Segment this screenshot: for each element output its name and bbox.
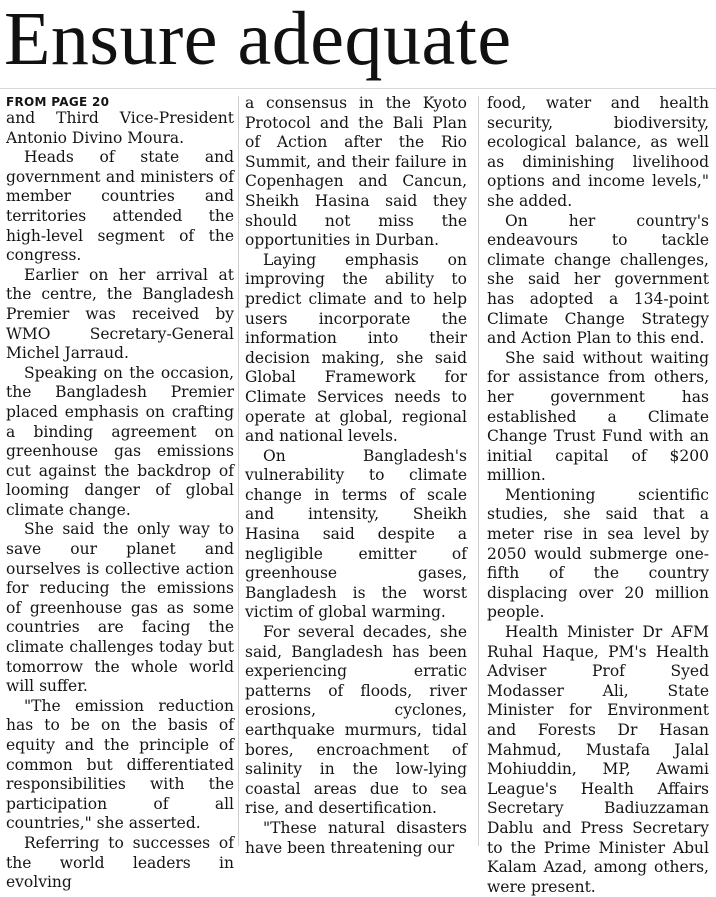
article-column-1 — [6, 94, 234, 893]
paragraph: She said the only way to save our planet and ourselves is collective action for reducing the emissions of greenhouse gas as some countries are facing the climate challenges today but tomorrow the whole world will suffer. — [6, 520, 234, 696]
paragraph: and Third Vice-President Antonio Divino Moura. — [6, 109, 234, 147]
paragraph: a consensus in the Kyoto Protocol and the Bali Plan of Action after the Rio Summit, and their failure in Copenhagen and Cancun, Sheikh Hasina said they should not miss the opportunities in Durban. — [245, 94, 467, 250]
paragraph: Earlier on her arrival at the centre, the Bangladesh Premier was received by WMO Secretary-General Michel Jarraud. — [6, 265, 234, 363]
paragraph: On her country's endeavours to tackle climate change challenges, she said her government has adopted a 134-point Climate Change Strategy and Action Plan to this end. — [487, 211, 709, 348]
article-column-3 — [487, 94, 709, 897]
paragraph: She said without waiting for assistance from others, her government has established a Climate Change Trust Fund with an initial capital of $200 million. — [487, 348, 709, 485]
paragraph: On Bangladesh's vulnerability to climate change in terms of scale and intensity, Sheikh Hasina said despite a negligible emitter of greenhouse gases, Bangladesh is the worst victim of global warming. — [245, 446, 467, 622]
paragraph: Referring to successes of the world leaders in evolving — [6, 833, 234, 892]
jump-label: FROM PAGE 20 — [6, 95, 110, 109]
paragraph: food, water and health security, biodiversity, ecological balance, as well as diminishing livelihood options and income levels," she added. — [487, 94, 709, 210]
paragraph: Laying emphasis on improving the ability to predict climate and to help users incorporate the information into their decision making, she said Global Framework for Climate Services needs to operate at global, regional and national levels. — [245, 250, 467, 446]
article-column-2 — [245, 94, 467, 858]
paragraph: For several decades, she said, Bangladesh has been experiencing erratic patterns of floods, river erosions, cyclones, earthquake murmurs, tidal bores, encroachment of salinity in the low-lying coastal areas due to sea rise, and desertification. — [245, 623, 467, 818]
paragraph: "The emission reduction has to be on the basis of equity and the principle of common but differentiated responsibilities with the participation of all countries," she asserted. — [6, 696, 234, 833]
paragraph: Heads of state and government and ministers of member countries and territories attended the high-level segment of the congress. — [6, 148, 234, 265]
headline-divider — [0, 88, 716, 89]
paragraph: "These natural disasters have been threatening our — [245, 818, 467, 857]
column-divider — [238, 96, 239, 846]
paragraph: Health Minister Dr AFM Ruhal Haque, PM's Health Adviser Prof Syed Modasser Ali, State Minister for Environment and Forests Dr Hasan Mahmud, Mustafa Jalal Mohiuddin, MP, Awami League's Health Affairs Secretary Badiuzzaman Dablu and Press Secretary to the Prime Minister Abul Kalam Azad, among others, were present. — [487, 623, 709, 896]
column-divider — [478, 96, 479, 846]
headline: Ensure adequate — [4, 0, 512, 81]
paragraph: Mentioning scientific studies, she said that a meter rise in sea level by 2050 would submerge one-fifth of the country displacing over 20 million people. — [487, 485, 709, 622]
paragraph: Speaking on the occasion, the Bangladesh Premier placed emphasis on crafting a binding agreement on greenhouse gas emissions cut against the backdrop of looming danger of global climate change. — [6, 363, 234, 519]
